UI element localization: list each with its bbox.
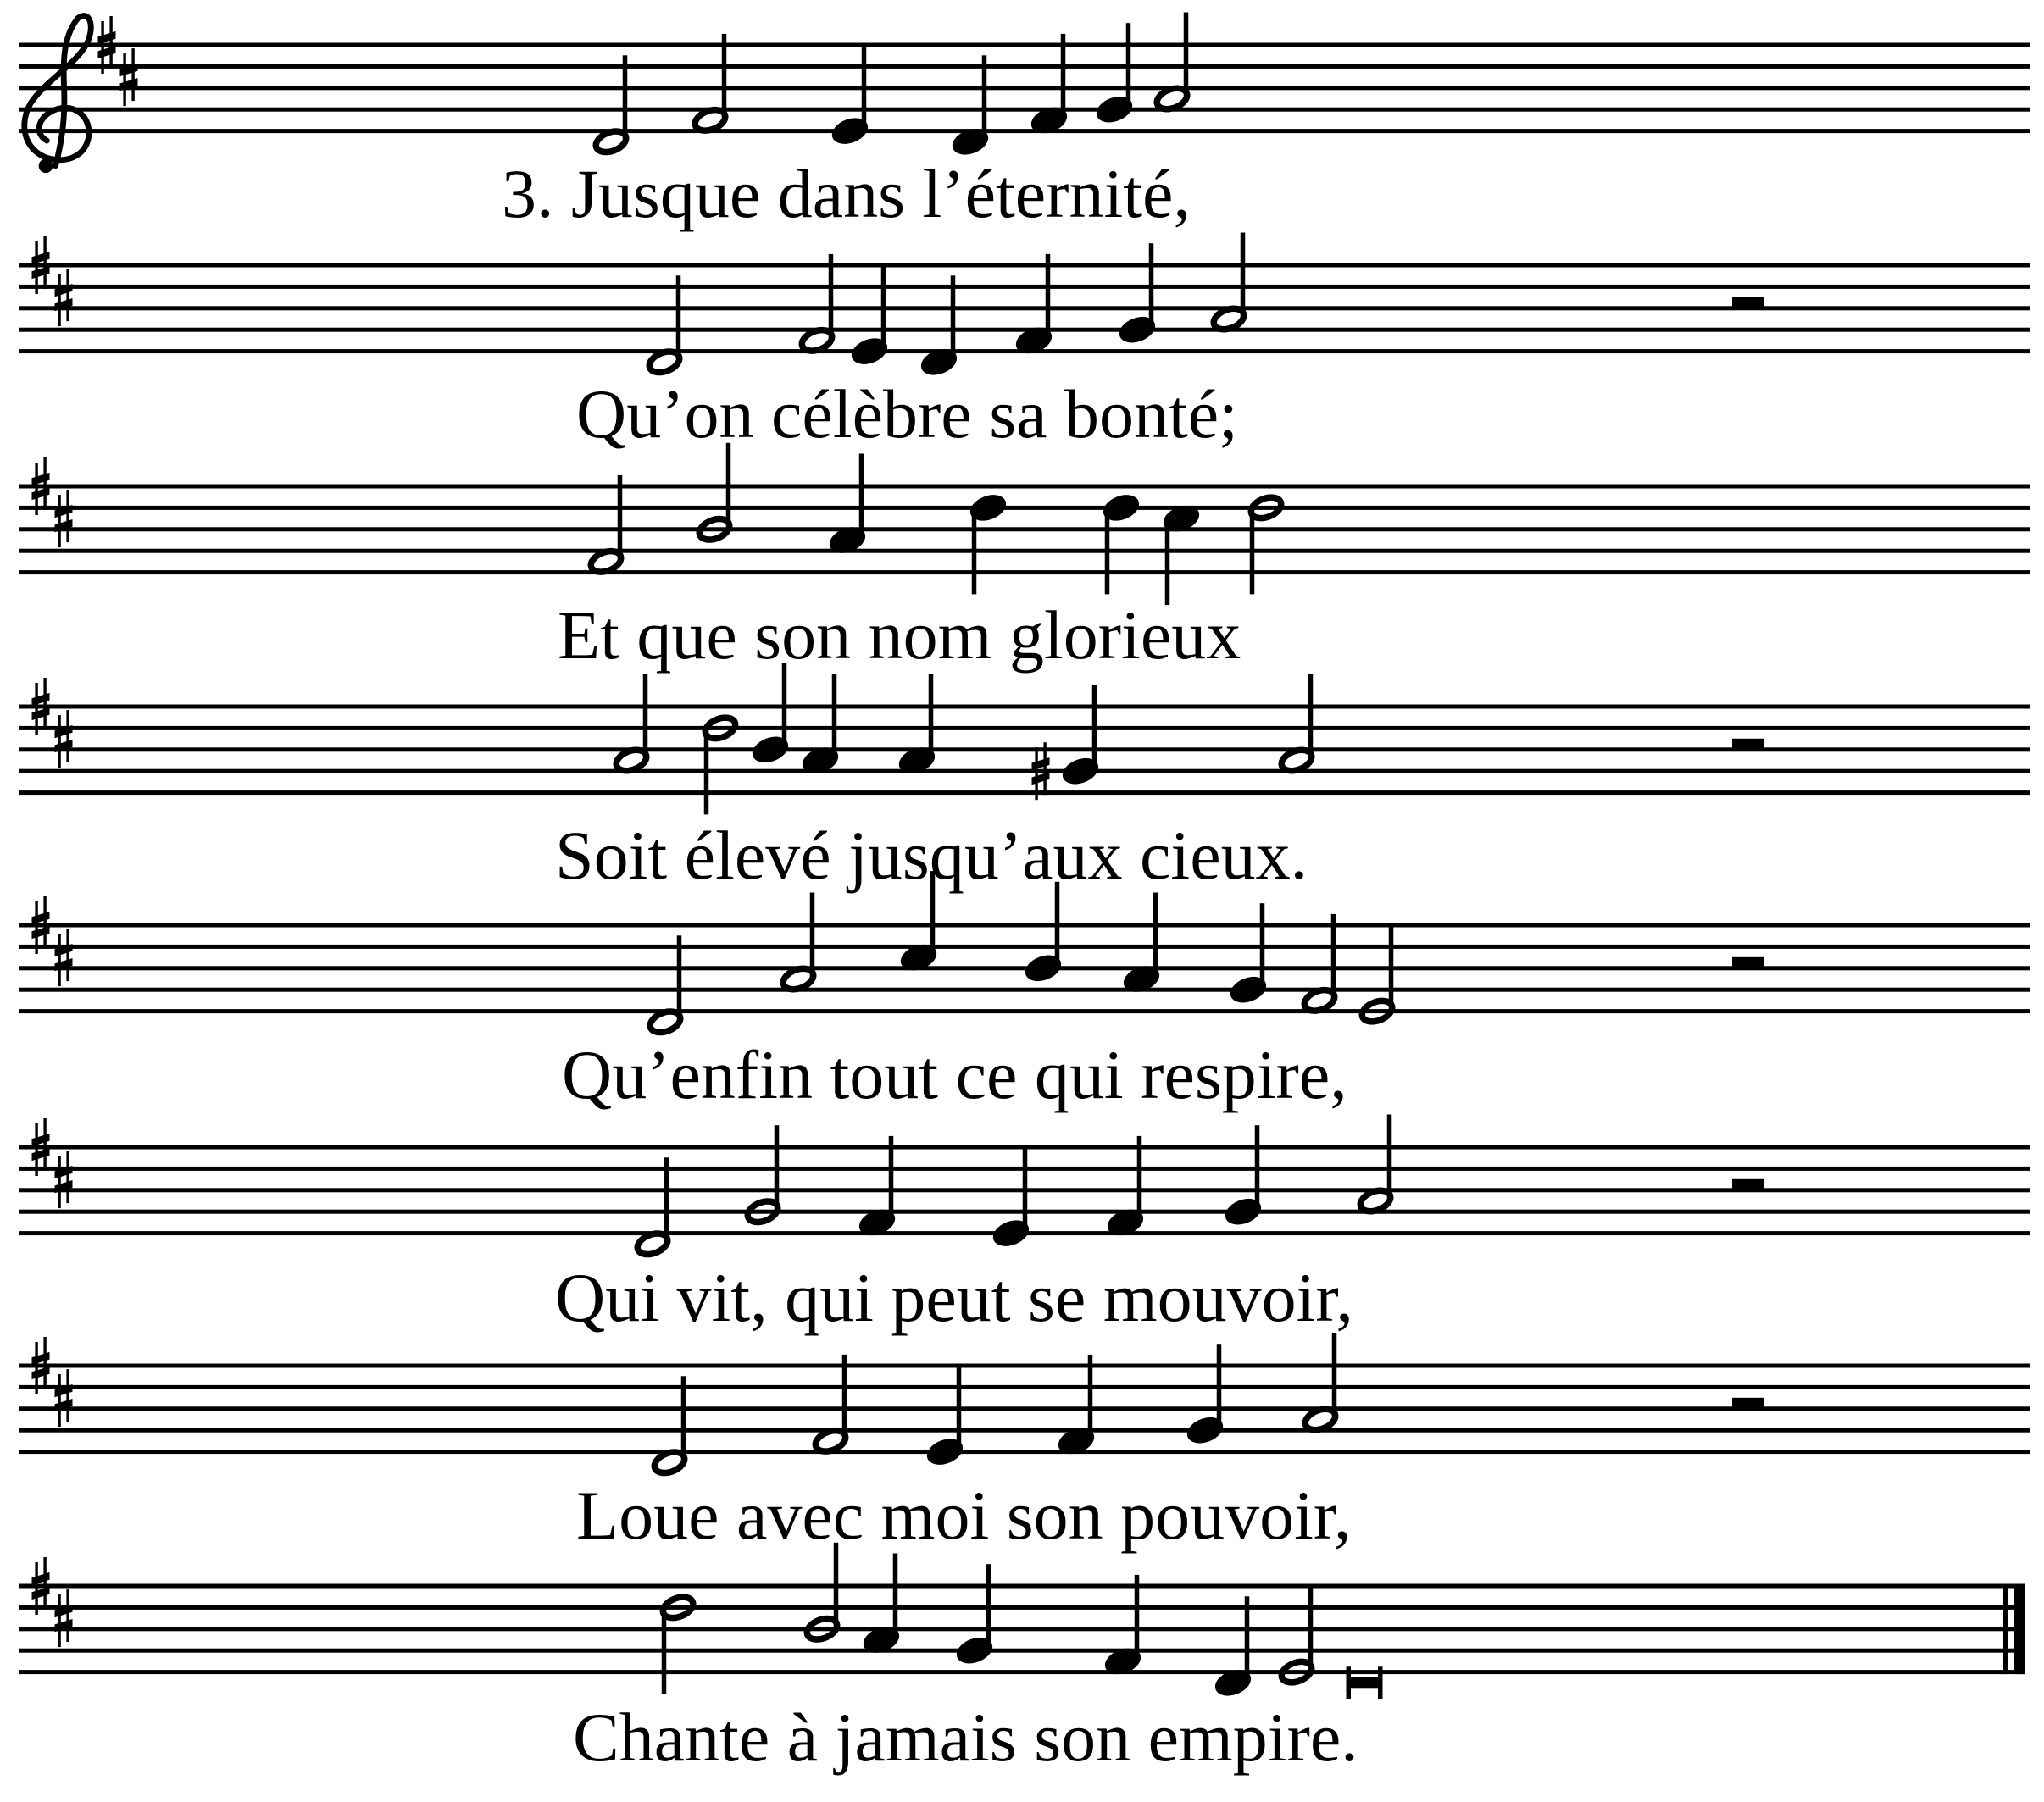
key-signature-sharp [55,490,73,547]
key-signature-sharp [55,929,73,986]
staff-system [19,871,2030,1036]
half-rest [1732,1398,1764,1409]
note-A4-half [1154,13,1190,114]
note-F#4-half [813,1355,848,1455]
staff-line [19,306,2030,310]
staff-system [19,443,2030,605]
note-F#4-half [1302,914,1337,1015]
lyric-line-8: Chante à jamais son empire. [573,1699,1358,1776]
staff-line [19,285,2030,289]
key-signature-sharp [55,269,73,326]
note-D5-quarter [966,490,1009,594]
staff-line [19,747,2030,751]
note-A4-half [1211,233,1247,334]
note-A4-half [614,674,649,775]
lyric-line-5: Qu’enfin tout ce qui respire, [562,1036,1347,1113]
note-G4-quarter [1221,1125,1264,1229]
note-D4-half [647,935,683,1036]
note-F#4-half [799,254,835,355]
note-G4-quarter [1092,23,1136,127]
note-G4-quarter [1183,1344,1226,1448]
note-D4-half [652,1376,687,1477]
note-F#4-half [588,475,624,576]
key-signature-sharp [55,1589,73,1647]
staff-line [19,527,2030,531]
lyric-line-6: Qui vit, qui peut se mouvoir, [555,1259,1353,1336]
staff-line [19,43,2030,47]
staff-line [19,328,2030,332]
staff-line [19,86,2030,90]
note-G4-quarter [1226,903,1269,1007]
note-E4-quarter [989,1147,1032,1251]
note-D4-half [635,1157,670,1258]
note-A4-half [1302,1333,1338,1434]
staff-line [19,923,2030,928]
staff-line [19,549,2030,553]
treble-clef [25,16,91,174]
note-G#4-quarter [1032,685,1103,800]
staff-line [19,263,2030,268]
staff-line [19,726,2030,730]
staff-line [19,1385,2030,1389]
note-D5-quarter [1099,490,1142,594]
staff-line [19,705,2030,709]
staff-line [19,769,2030,773]
staff-system [19,663,2030,815]
staff-line [19,1584,2025,1589]
staff-line [19,966,2030,970]
note-E4-quarter [828,45,871,149]
staff-system [19,233,2030,380]
staff-line [19,1450,2030,1454]
key-signature-sharp [120,48,138,106]
key-signature-sharp [55,710,73,768]
note-B4-quarter [748,663,791,768]
key-signature-sharp [55,1151,73,1208]
note-E4-quarter [923,1366,966,1470]
staff-line [19,129,2030,133]
note-G4-quarter [1115,243,1158,347]
staff-line [19,988,2030,992]
staff-system [19,1115,2030,1259]
note-F#4-half [692,34,728,135]
key-signature-sharp [55,1369,73,1427]
staff-line [19,506,2030,510]
note-E4-quarter [847,265,891,369]
note-B4-quarter [1021,882,1064,986]
staff-line [19,485,2030,489]
note-D4-half [593,55,629,156]
lyric-line-4: Soit élevé jusqu’aux cieux. [555,817,1308,894]
staff-system [19,1333,2030,1478]
staff-line [19,1364,2030,1368]
lyric-line-1: 3. Jusque dans l’éternité, [502,155,1191,232]
note-A4-half [780,893,816,994]
staff-line [19,108,2030,112]
note-D4-half [647,275,682,376]
staff-line [19,1627,2025,1631]
staff-line [19,790,2030,795]
staff-line [19,1605,2025,1610]
lyric-line-3: Et que son nom glorieux [558,596,1241,674]
staff-line [19,1670,2025,1674]
lyrics-layer [502,155,1358,1776]
staff-line [19,1649,2025,1653]
lyric-line-2: Qu’on célèbre sa bonté; [576,375,1238,452]
staff-system [19,1543,2025,1700]
note-G4-quarter [953,1564,996,1668]
staff-line [19,1428,2030,1433]
staff-system [19,13,2030,174]
note-A4-half [1279,674,1314,775]
staff-line [19,64,2030,69]
half-rest [1732,739,1764,750]
half-rest [1732,957,1764,968]
half-rest [1732,1179,1764,1190]
staff-line [19,1009,2030,1013]
lyric-line-7: Loue avec moi son pouvoir, [576,1477,1352,1554]
staff-line [19,945,2030,949]
staff-line [19,1406,2030,1411]
staff-line [19,570,2030,574]
half-rest [1732,297,1764,308]
note-A4-half [1358,1115,1393,1216]
